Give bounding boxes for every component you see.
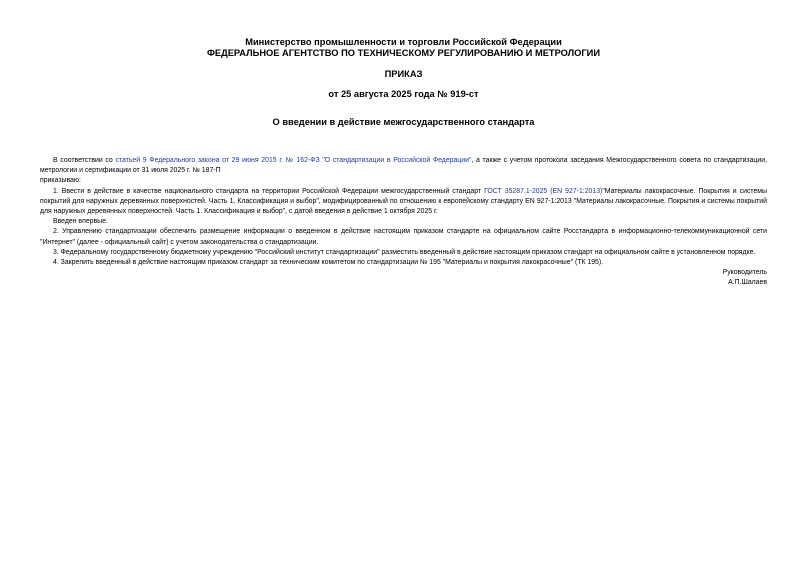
law-link[interactable]: статьей 9 Федерального закона от 29 июня 2015 г. № 162-ФЗ "О стандартизации в Российской Федерации"	[115, 157, 472, 164]
order-word: приказываю:	[40, 177, 81, 185]
document-date-number: от 25 августа 2025 года № 919-ст	[328, 89, 479, 99]
signature-title: Руководитель	[722, 269, 767, 277]
first-time-note: Введен впервые.	[53, 218, 108, 226]
item-1-prefix: 1. Ввести в действие в качестве национального стандарта на территории Российской Федерации межгосударственный стандарт	[53, 187, 485, 195]
document-type: ПРИКАЗ	[384, 69, 423, 79]
document-body	[40, 156, 767, 289]
preamble-paragraph	[40, 156, 767, 176]
document-subject: О введении в действие межгосударственного стандарта	[272, 117, 535, 127]
agency-name: ФЕДЕРАЛЬНОЕ АГЕНТСТВО ПО ТЕХНИЧЕСКОМУ РЕГУЛИРОВАНИЮ И МЕТРОЛОГИИ	[206, 48, 601, 58]
item-1-suffix: "Материалы лакокрасочные. Покрытия и системы покрытий для наружных деревянных поверхностей. Часть 1. Классификация и выбор", модифицированный по отношению к европейскому стандарту EN 927-1:2013 "Материалы лакокрасочные. Покрытия и системы покрытий для наружных деревянных поверхностей. Часть 1. Классификация и выбор", с датой введения в действие 1 октября 2025 г.	[40, 187, 767, 216]
item-2-paragraph: 2. Управлению стандартизации обеспечить размещение информации о введенном в действие настоящим приказом стандарте на официальном сайте Росстандарта в информационно-телекоммуникационной сети "Интернет" (далее - официальный сайт) с учетом законодательства о стандартизации.	[40, 228, 767, 246]
signature-name: А.П.Шалаев	[728, 279, 767, 287]
preamble-prefix: В соответствии со	[53, 157, 116, 164]
item-4-paragraph: 4. Закрепить введенный в действие настоящим приказом стандарт за техническим комитетом по стандартизации № 195 "Материалы и покрытия лакокрасочные" (ТК 195).	[53, 259, 604, 267]
ministry-name: Министерство промышленности и торговли Российской Федерации	[245, 37, 562, 47]
item-1-paragraph	[40, 187, 767, 218]
standard-link[interactable]: ГОСТ 35287.1-2025 (EN 927-1:2013)	[484, 187, 603, 195]
item-3-paragraph: 3. Федеральному государственному бюджетному учреждению "Российский институт стандартизации" разместить введенный в действие настоящим приказом стандарт на официальном сайте в установленном порядке.	[53, 248, 756, 256]
preamble-suffix: , а также с учетом протокола заседания Межгосударственного совета по стандартизации, метрологии и сертификации от 31 июля 2025 г. № 187-П	[40, 157, 767, 175]
